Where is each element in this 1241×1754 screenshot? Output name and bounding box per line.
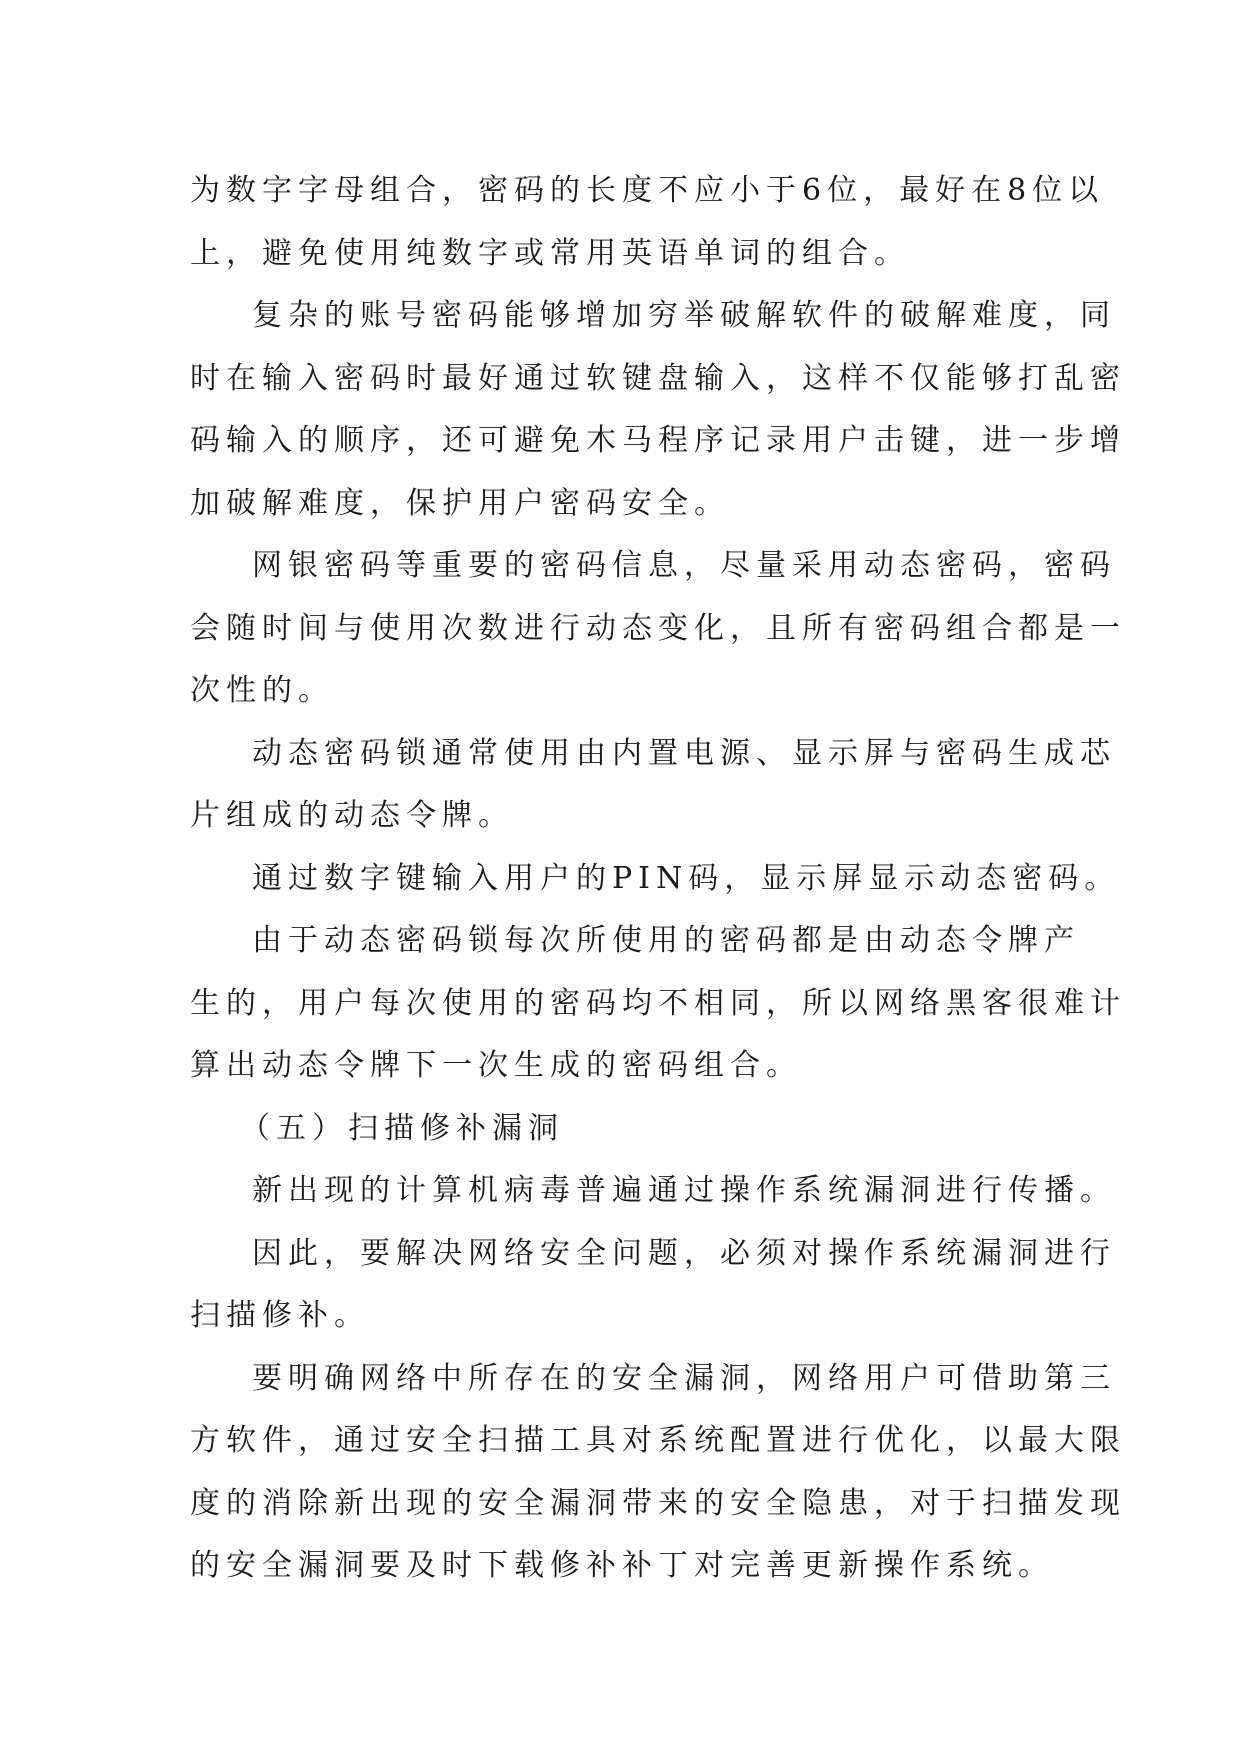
paragraph-dynamic-password [190, 535, 1126, 723]
text-line: 复杂的账号密码能够增加穷举破解软件的破解难度，同 [252, 298, 1116, 333]
text-line: 要明确网络中所存在的安全漏洞，网络用户可借助第三 [252, 1360, 1116, 1396]
text-line: 上，避免使用纯数字或常用英语单词的组合。 [190, 235, 910, 271]
text-line: 动态密码锁通常使用由内置电源、显示屏与密码生成芯 [252, 735, 1116, 771]
text-line: 会随时间与使用次数进行动态变化，且所有密码组合都是一 [190, 610, 1126, 646]
text-line: 因此，要解决网络安全问题，必须对操作系统漏洞进行 [252, 1235, 1116, 1271]
text-line: 码输入的顺序，还可避免木马程序记录用户击键，进一步增 [190, 423, 1126, 458]
paragraph-pin-input [190, 848, 1121, 911]
text-line: 方软件，通过安全扫描工具对系统配置进行优化，以最大限 [190, 1423, 1126, 1458]
text-line: 扫描修补。 [190, 1298, 370, 1333]
text-line: 的安全漏洞要及时下载修补补丁对完善更新操作系统。 [190, 1548, 1054, 1583]
text-line: 片组成的动态令牌。 [190, 798, 514, 833]
paragraph-patch-requirement [190, 1223, 1116, 1348]
text-line: 时在输入密码时最好通过软键盘输入，这样不仅能够打乱密 [190, 360, 1126, 396]
text-line: 新出现的计算机病毒普遍通过操作系统漏洞进行传播。 [252, 1173, 1116, 1208]
document-body [190, 160, 1126, 1598]
paragraph-password-composition [190, 160, 1105, 285]
section-heading [190, 1098, 1060, 1161]
paragraph-virus-spread [190, 1160, 1116, 1223]
paragraph-dynamic-token [190, 723, 1116, 848]
text-line: 生的，用户每次使用的密码均不相同，所以网络黑客很难计 [190, 985, 1126, 1021]
text-line: 加破解难度，保护用户密码安全。 [190, 485, 730, 521]
paragraph-vulnerability-scan [190, 1348, 1126, 1598]
section-heading-text: （五）扫描修补漏洞 [240, 1110, 564, 1146]
text-line: 网银密码等重要的密码信息，尽量采用动态密码，密码 [252, 548, 1116, 583]
text-line: 次性的。 [190, 673, 334, 708]
text-line: 通过数字键输入用户的PIN码，显示屏显示动态密码。 [252, 860, 1121, 896]
text-line: 算出动态令牌下一次生成的密码组合。 [190, 1048, 802, 1083]
paragraph-token-security [190, 910, 1126, 1098]
text-line: 为数字字母组合，密码的长度不应小于6位，最好在8位以 [190, 173, 1105, 208]
text-line: 由于动态密码锁每次所使用的密码都是由动态令牌产 [252, 923, 1080, 958]
paragraph-complex-password [190, 285, 1126, 535]
text-line: 度的消除新出现的安全漏洞带来的安全隐患，对于扫描发现 [190, 1485, 1126, 1521]
